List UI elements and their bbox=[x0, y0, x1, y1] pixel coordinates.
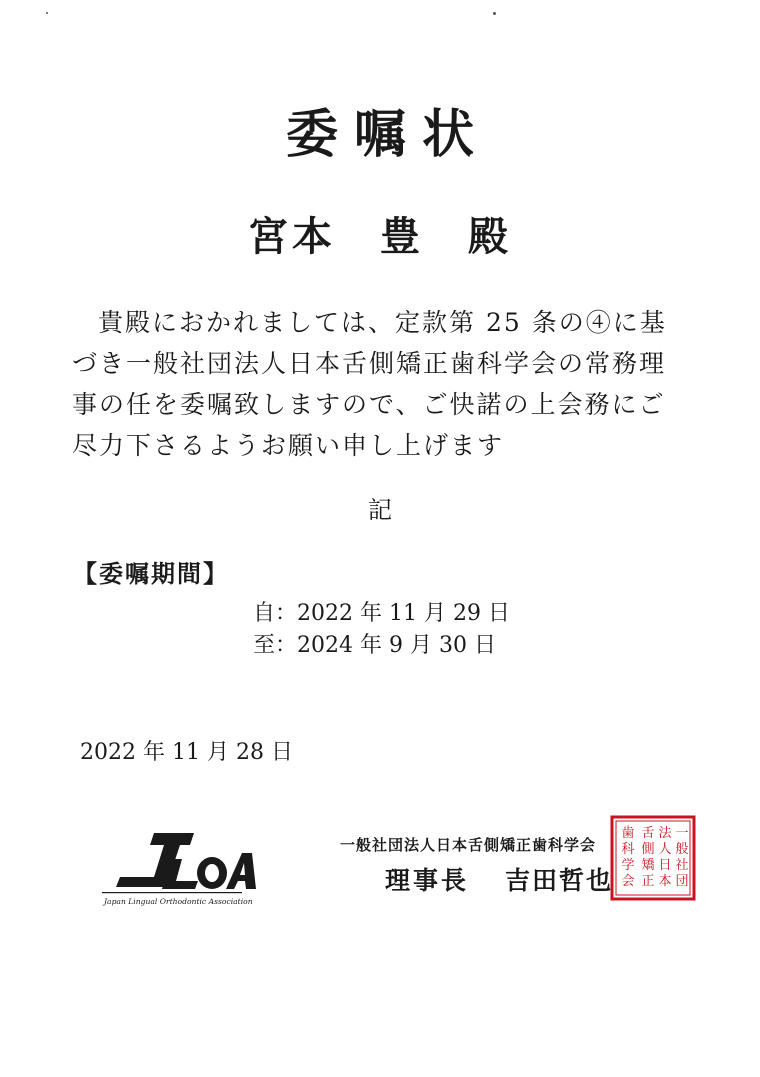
svg-text:一: 一 bbox=[675, 826, 689, 841]
svg-text:学: 学 bbox=[621, 858, 635, 873]
svg-text:矯: 矯 bbox=[641, 858, 655, 873]
period-from: 自：2022 年 11 月 29 日 bbox=[253, 601, 510, 626]
svg-text:歯: 歯 bbox=[621, 826, 635, 841]
body-line: 事の任を委嘱致しますので、ご快諾の上会務にご bbox=[72, 390, 666, 419]
body-line: 貴殿におかれましては、定款第 25 条の④に基 bbox=[98, 308, 667, 337]
svg-text:科: 科 bbox=[621, 842, 635, 857]
svg-text:人: 人 bbox=[658, 842, 672, 857]
recipient-name: 宮本 豊 殿 bbox=[248, 213, 512, 260]
official-seal bbox=[610, 815, 696, 901]
period-to: 至：2024 年 9 月 30 日 bbox=[253, 633, 496, 658]
organization-name: 一般社団法人日本舌側矯正歯科学会 bbox=[340, 836, 597, 854]
svg-text:社: 社 bbox=[675, 858, 689, 873]
scan-speck bbox=[46, 12, 48, 14]
ki-marker: 記 bbox=[368, 496, 392, 524]
svg-text:法: 法 bbox=[658, 826, 672, 841]
svg-text:Japan Lingual Orthodontic Asso: Japan Lingual Orthodontic Association bbox=[104, 897, 253, 906]
body-line: づき一般社団法人日本舌側矯正歯科学会の常務理 bbox=[72, 349, 667, 378]
svg-text:会: 会 bbox=[621, 874, 635, 889]
svg-text:本: 本 bbox=[658, 874, 672, 889]
svg-text:舌: 舌 bbox=[641, 826, 655, 841]
document-title: 委嘱状 bbox=[285, 104, 490, 165]
svg-text:側: 側 bbox=[641, 842, 655, 857]
scan-speck bbox=[493, 12, 496, 15]
svg-text:正: 正 bbox=[641, 874, 655, 889]
chair-title: 理事長 bbox=[385, 866, 470, 895]
body-line: 尽力下さるようお願い申し上げます bbox=[72, 431, 505, 460]
jloa-logo bbox=[96, 825, 256, 915]
svg-text:日: 日 bbox=[658, 858, 672, 873]
chair-name: 吉田哲也 bbox=[505, 866, 614, 895]
svg-text:般: 般 bbox=[675, 842, 689, 857]
period-label: 【委嘱期間】 bbox=[73, 559, 229, 588]
issue-date: 2022 年 11 月 28 日 bbox=[80, 740, 293, 765]
body-text bbox=[72, 302, 702, 466]
svg-text:団: 団 bbox=[675, 874, 689, 889]
